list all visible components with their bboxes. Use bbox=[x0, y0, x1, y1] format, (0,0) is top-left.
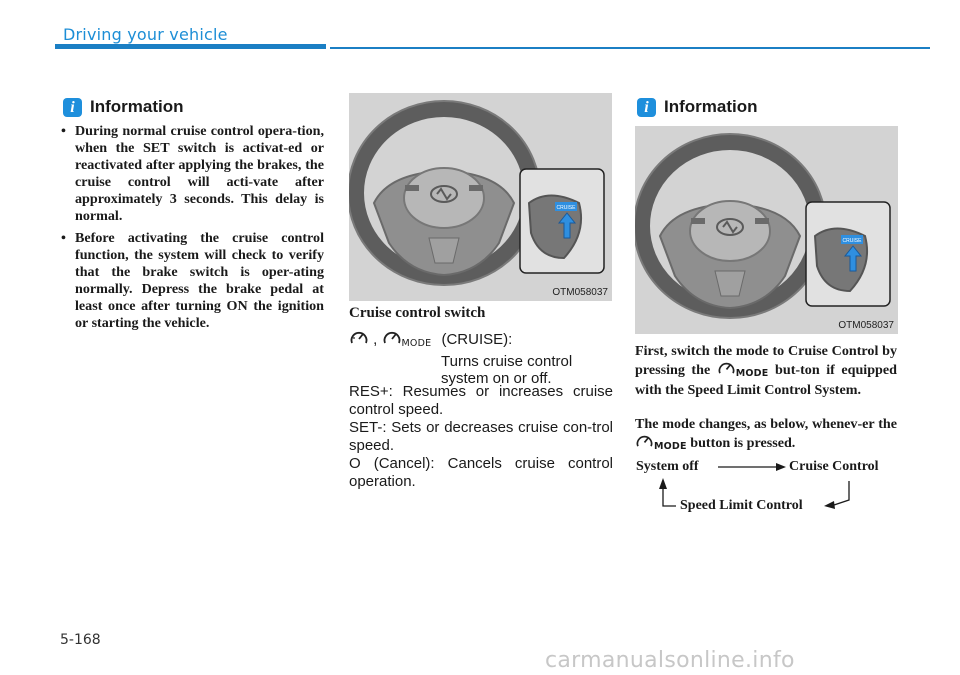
info-bullet: • Before activating the cruise control function, the system will check to verify that the brake switch is oper-ating normally. Depress the brake pedal at least once after turning ON the ignition or starting the vehicle. bbox=[61, 230, 324, 331]
cruise-mode-icon bbox=[717, 360, 736, 377]
cruise-button-label: CRUISE bbox=[842, 238, 862, 244]
info-bullet-list bbox=[61, 123, 324, 338]
figure-caption: OTM058037 bbox=[838, 320, 894, 331]
steering-wheel-illustration bbox=[635, 126, 898, 334]
header-bar bbox=[55, 44, 326, 49]
cruise-switch-heading: Cruise control switch bbox=[349, 305, 486, 321]
cancel-definition bbox=[349, 455, 613, 490]
set-desc: Sets or decreases cruise con-trol speed. bbox=[349, 419, 613, 454]
mode-label: MODE bbox=[654, 441, 687, 452]
info-bullet: • During normal cruise control opera-tion, when the SET switch is activat-ed or reactivated after applying the brakes, the cruise control will acti-vate after approximately 3 seconds. This delay is normal. bbox=[61, 123, 324, 224]
mode-label: MODE bbox=[401, 338, 432, 349]
mode-instruction-paragraph: First, switch the mode to Cruise Control by pressing the MODE but-ton if equipped with the Speed Limit Control System. bbox=[635, 343, 897, 398]
mode-flow-arrows bbox=[630, 455, 900, 525]
flow-speed-limit: Speed Limit Control bbox=[680, 498, 803, 513]
section-title: Driving your vehicle bbox=[63, 25, 228, 44]
figure-caption: OTM058037 bbox=[552, 287, 608, 298]
watermark: carmanualsonline.info bbox=[545, 648, 795, 673]
header-rule bbox=[330, 47, 930, 49]
flow-cruise-control: Cruise Control bbox=[789, 459, 879, 474]
cruise-term: (CRUISE): bbox=[441, 331, 513, 348]
cruise-button-label: CRUISE bbox=[556, 205, 576, 211]
flow-system-off: System off bbox=[636, 459, 699, 474]
steering-wheel-figure bbox=[635, 126, 898, 334]
cancel-desc: Cancels cruise control operation. bbox=[349, 455, 614, 490]
cruise-mode-icon bbox=[635, 433, 654, 450]
info-title: Information bbox=[664, 97, 758, 116]
mode-label: MODE bbox=[735, 368, 769, 379]
cruise-gauge-icon bbox=[349, 329, 369, 347]
set-definition bbox=[349, 419, 613, 454]
res-definition bbox=[349, 383, 613, 418]
steering-wheel-illustration bbox=[349, 93, 612, 301]
cancel-term: O (Cancel): bbox=[349, 455, 435, 472]
info-heading-left bbox=[63, 97, 184, 117]
cruise-mode-icon bbox=[382, 329, 402, 347]
info-icon: i bbox=[637, 98, 656, 117]
set-term: SET-: bbox=[349, 419, 387, 436]
page-number: 5-168 bbox=[60, 632, 101, 648]
cruise-definition bbox=[349, 329, 613, 388]
icon-separator: , bbox=[373, 331, 378, 348]
res-term: RES+: bbox=[349, 383, 393, 400]
steering-wheel-figure bbox=[349, 93, 612, 301]
res-desc: Resumes or increases cruise control speed. bbox=[349, 383, 613, 418]
info-title: Information bbox=[90, 97, 184, 116]
info-icon: i bbox=[63, 98, 82, 117]
cruise-desc: Turns cruise control system on or off. bbox=[441, 352, 573, 387]
info-heading-right bbox=[637, 97, 758, 117]
mode-change-paragraph: The mode changes, as below, whenev-er the MODE button is pressed. bbox=[635, 416, 897, 452]
